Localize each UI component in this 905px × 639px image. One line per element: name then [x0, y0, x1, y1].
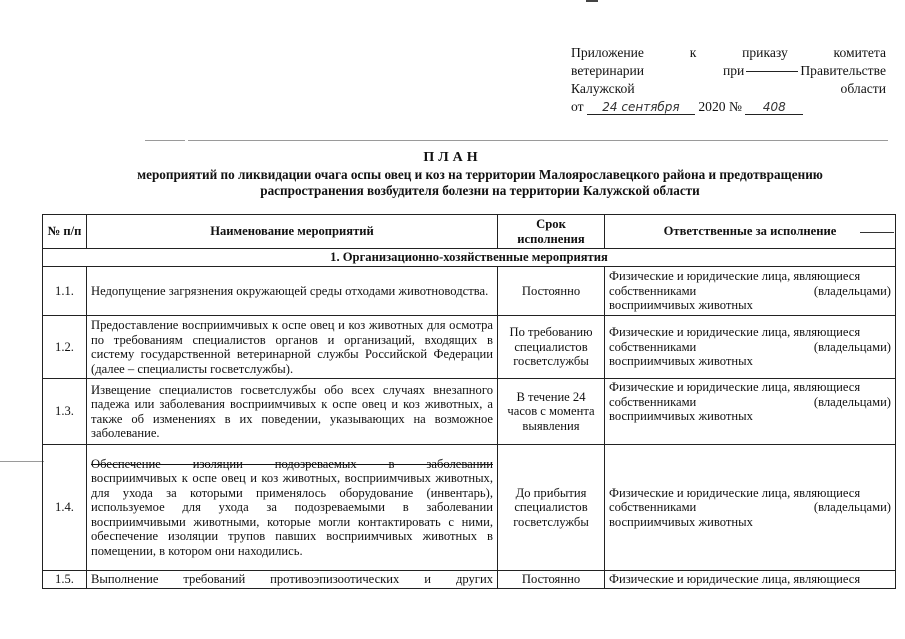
- table-row: [43, 571, 896, 589]
- table-header-row: [43, 215, 896, 249]
- resp-line: Физические и юридические лица, являющиеся: [609, 325, 861, 340]
- resp-owner-left: собственниками: [609, 394, 697, 409]
- appendix-word: ветеринарии: [571, 63, 645, 78]
- appendix-word: Приложение: [571, 45, 644, 60]
- resp-owner-left: собственниками: [609, 339, 697, 354]
- resp-owner-right: (владельцами): [813, 283, 891, 298]
- resp-line: восприимчивых животных: [609, 409, 753, 423]
- resp-line: восприимчивых животных: [609, 354, 753, 369]
- section-row: [43, 249, 896, 267]
- scan-artifact-line: [188, 140, 888, 141]
- header-name: Наименование мероприятий: [87, 215, 498, 249]
- row-resp: [605, 316, 896, 379]
- row-desc: [87, 445, 498, 571]
- date-month: сентября: [621, 100, 680, 114]
- row-resp: [605, 267, 896, 316]
- resp-owner-left: собственниками: [609, 500, 697, 515]
- header-num: № п/п: [43, 215, 87, 249]
- plan-subtitle: [100, 167, 860, 199]
- row-num: 1.5.: [43, 571, 87, 589]
- section-title: 1. Организационно-хозяйственные мероприятия: [43, 249, 896, 267]
- appendix-block: [571, 44, 886, 116]
- resp-line: Физические и юридические лица, являющиеся: [609, 485, 861, 500]
- plan-title: ПЛАН: [423, 150, 482, 165]
- resp-owner-line: [609, 284, 891, 299]
- scan-artifact-line: [0, 461, 44, 462]
- resp-owner-right: (владельцами): [813, 394, 891, 409]
- header-resp: Ответственные за исполнение: [605, 215, 896, 249]
- appendix-line-1: [571, 44, 886, 62]
- table-row: [43, 445, 896, 571]
- resp-line: восприимчивых животных: [609, 298, 753, 313]
- row-num: 1.2.: [43, 316, 87, 379]
- row-desc-rest: восприимчивых к оспе овец и коз животных, восприимчивых животных, для ухода за которыми применялось оборудование (инвентарь), используемое для ухода за подозреваемыми в заболевании восприимчивыми животными, которые могли контактировать с ними, обеспечение изоляции трупов павших восприимчивых животных в помещении, в котором они находились.: [91, 471, 493, 558]
- resp-owner-line: [609, 340, 891, 355]
- row-desc: Извещение специалистов госветслужбы обо всех случаях внезапного падежа или заболевания восприимчивых к оспе овец и коз животных, а также об изменениях в их поведении, указывающих на возможное заболевание.: [87, 379, 498, 445]
- resp-owner-right: (владельцами): [813, 339, 891, 354]
- resp-line: восприимчивых животных: [609, 514, 753, 529]
- table-row: [43, 267, 896, 316]
- appendix-word: к: [689, 45, 697, 60]
- row-term: В течение 24 часов с момента выявления: [498, 379, 605, 445]
- row-resp: [605, 571, 896, 589]
- appendix-line-3: [571, 80, 886, 98]
- appendix-word: комитета: [833, 45, 886, 60]
- date-day: 24: [602, 100, 618, 114]
- appendix-word: при: [722, 63, 745, 78]
- appendix-dash: [746, 62, 798, 72]
- plan-subtitle-line: распространения возбудителя болезни на территории Калужской области: [260, 183, 700, 198]
- handwritten-number: 408: [745, 100, 803, 115]
- row-resp: [605, 379, 896, 445]
- row-desc-struck: Обеспечение изоляции подозреваемых в заболевании: [91, 456, 493, 471]
- row-desc: Недопущение загрязнения окружающей среды отходами животноводства.: [87, 267, 498, 316]
- date-prefix: от: [571, 99, 584, 114]
- row-term: По требованию специалистов госветслужбы: [498, 316, 605, 379]
- date-year: 2020: [698, 99, 726, 114]
- appendix-word: Калужской: [571, 81, 635, 96]
- plan-table: [42, 214, 896, 589]
- appendix-mid-group: [723, 62, 886, 80]
- resp-owner-right: (владельцами): [813, 500, 891, 515]
- row-term: Постоянно: [498, 267, 605, 316]
- row-num: 1.1.: [43, 267, 87, 316]
- row-term: Постоянно: [498, 571, 605, 589]
- resp-owner-line: [609, 395, 891, 410]
- resp-line: Физические и юридические лица, являющиеся: [609, 380, 861, 394]
- scan-artifact-line: [145, 140, 185, 141]
- handwritten-date: [587, 100, 695, 115]
- table-row: [43, 379, 896, 445]
- row-term: До прибытия специалистов госветслужбы: [498, 445, 605, 571]
- row-resp: [605, 445, 896, 571]
- resp-line: Физические и юридические лица, являющиеся: [609, 572, 861, 586]
- appendix-date-line: [571, 98, 886, 116]
- appendix-word: области: [840, 81, 886, 96]
- row-desc: Предоставление восприимчивых к оспе овец и коз животных для осмотра по требованиям специалистов органов и организаций, входящих в систему государственной ветеринарной службы Российской Федерации (далее – специалисты госветслужбы).: [87, 316, 498, 379]
- row-num: 1.4.: [43, 445, 87, 571]
- row-desc: Выполнение требований противоэпизоотических и других: [87, 571, 498, 589]
- resp-owner-left: собственниками: [609, 283, 697, 298]
- plan-subtitle-line: мероприятий по ликвидации очага оспы овец и коз на территории Малоярославецкого района и предотвращению: [137, 167, 823, 182]
- header-term: Срок исполнения: [498, 215, 605, 249]
- row-num: 1.3.: [43, 379, 87, 445]
- table-row: [43, 316, 896, 379]
- resp-owner-line: [609, 500, 891, 515]
- resp-line: Физические и юридические лица, являющиеся: [609, 269, 861, 284]
- number-sign: №: [728, 99, 742, 114]
- appendix-word: Правительстве: [800, 63, 886, 78]
- appendix-word: приказу: [742, 45, 788, 60]
- scan-artifact-tick: [586, 0, 598, 2]
- appendix-line-2: [571, 62, 886, 80]
